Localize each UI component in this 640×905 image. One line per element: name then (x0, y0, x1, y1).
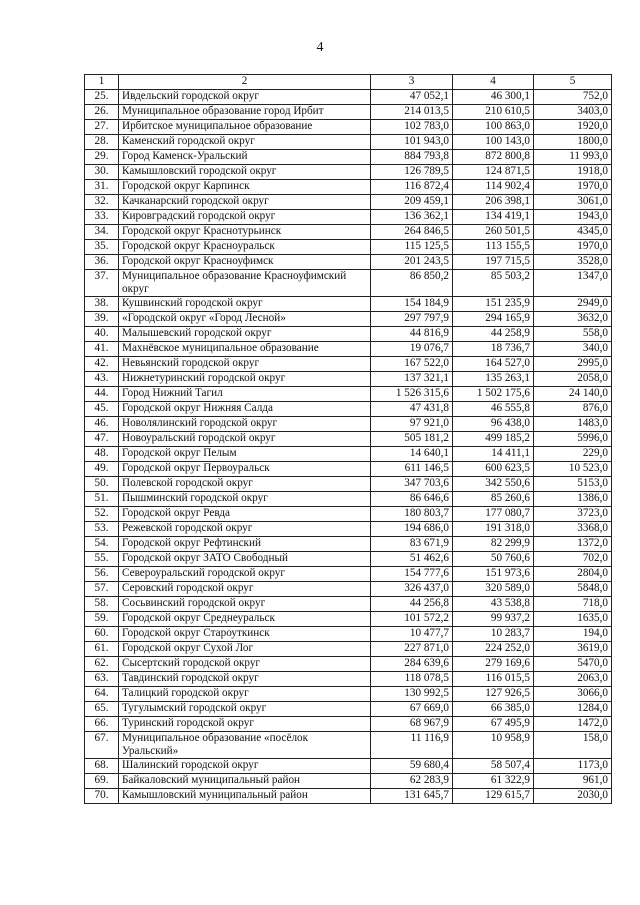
value-col-5: 1347,0 (534, 270, 612, 297)
municipality-name: Режевской городской округ (119, 522, 371, 537)
value-col-4: 1 502 175,6 (453, 387, 534, 402)
value-col-5: 2058,0 (534, 372, 612, 387)
row-number: 34. (85, 225, 119, 240)
value-col-3: 97 921,0 (371, 417, 453, 432)
value-col-3: 136 362,1 (371, 210, 453, 225)
value-col-5: 2995,0 (534, 357, 612, 372)
municipality-name: «Городской округ «Город Лесной» (119, 312, 371, 327)
municipality-name: Городской округ Среднеуральск (119, 612, 371, 627)
row-number: 46. (85, 417, 119, 432)
row-number: 35. (85, 240, 119, 255)
value-col-3: 180 803,7 (371, 507, 453, 522)
table-row (85, 135, 612, 150)
row-number: 42. (85, 357, 119, 372)
row-number: 32. (85, 195, 119, 210)
value-col-4: 43 538,8 (453, 597, 534, 612)
table-row (85, 717, 612, 732)
row-number: 48. (85, 447, 119, 462)
value-col-4: 135 263,1 (453, 372, 534, 387)
municipality-name: Полевской городской округ (119, 477, 371, 492)
value-col-5: 5996,0 (534, 432, 612, 447)
value-col-3: 284 639,6 (371, 657, 453, 672)
value-col-5: 718,0 (534, 597, 612, 612)
value-col-4: 66 385,0 (453, 702, 534, 717)
value-col-3: 47 431,8 (371, 402, 453, 417)
value-col-3: 47 052,1 (371, 90, 453, 105)
table-row (85, 687, 612, 702)
municipality-name: Город Каменск-Уральский (119, 150, 371, 165)
table-row (85, 255, 612, 270)
table-body (85, 90, 612, 804)
row-number: 59. (85, 612, 119, 627)
value-col-3: 194 686,0 (371, 522, 453, 537)
value-col-5: 1918,0 (534, 165, 612, 180)
table-row (85, 90, 612, 105)
value-col-5: 2804,0 (534, 567, 612, 582)
table-row (85, 312, 612, 327)
row-number: 29. (85, 150, 119, 165)
value-col-4: 10 958,9 (453, 732, 534, 759)
value-col-4: 58 507,4 (453, 759, 534, 774)
page-number: 4 (316, 40, 324, 55)
value-col-5: 1943,0 (534, 210, 612, 225)
value-col-5: 3619,0 (534, 642, 612, 657)
value-col-5: 229,0 (534, 447, 612, 462)
table-row (85, 462, 612, 477)
table-row (85, 567, 612, 582)
column-header: 1 (85, 75, 119, 90)
value-col-5: 961,0 (534, 774, 612, 789)
value-col-4: 100 143,0 (453, 135, 534, 150)
value-col-4: 46 300,1 (453, 90, 534, 105)
value-col-5: 24 140,0 (534, 387, 612, 402)
value-col-3: 154 184,9 (371, 297, 453, 312)
table-row (85, 759, 612, 774)
table-row (85, 150, 612, 165)
value-col-4: 82 299,9 (453, 537, 534, 552)
value-col-4: 127 926,5 (453, 687, 534, 702)
row-number: 31. (85, 180, 119, 195)
value-col-3: 884 793,8 (371, 150, 453, 165)
value-col-4: 177 080,7 (453, 507, 534, 522)
table-row (85, 297, 612, 312)
value-col-3: 116 872,4 (371, 180, 453, 195)
value-col-5: 1472,0 (534, 717, 612, 732)
value-col-3: 264 846,5 (371, 225, 453, 240)
value-col-3: 115 125,5 (371, 240, 453, 255)
municipality-name: Городской округ Красноуфимск (119, 255, 371, 270)
value-col-5: 558,0 (534, 327, 612, 342)
value-col-3: 14 640,1 (371, 447, 453, 462)
row-number: 38. (85, 297, 119, 312)
value-col-4: 10 283,7 (453, 627, 534, 642)
value-col-5: 1284,0 (534, 702, 612, 717)
value-col-4: 320 589,0 (453, 582, 534, 597)
value-col-4: 164 527,0 (453, 357, 534, 372)
value-col-3: 118 078,5 (371, 672, 453, 687)
value-col-4: 44 258,9 (453, 327, 534, 342)
row-number: 60. (85, 627, 119, 642)
row-number: 56. (85, 567, 119, 582)
value-col-3: 83 671,9 (371, 537, 453, 552)
municipality-name: Каменский городской округ (119, 135, 371, 150)
column-header: 4 (453, 75, 534, 90)
value-col-3: 11 116,9 (371, 732, 453, 759)
municipality-name: Городской округ Рефтинский (119, 537, 371, 552)
value-col-3: 101 943,0 (371, 135, 453, 150)
value-col-3: 126 789,5 (371, 165, 453, 180)
value-col-5: 5153,0 (534, 477, 612, 492)
table-row (85, 165, 612, 180)
municipality-name: Новоуральский городской округ (119, 432, 371, 447)
value-col-4: 113 155,5 (453, 240, 534, 255)
municipality-name: Камышловский городской округ (119, 165, 371, 180)
table-row (85, 537, 612, 552)
value-col-3: 68 967,9 (371, 717, 453, 732)
table-row (85, 180, 612, 195)
value-col-5: 158,0 (534, 732, 612, 759)
table-row (85, 372, 612, 387)
value-col-5: 1920,0 (534, 120, 612, 135)
value-col-4: 151 973,6 (453, 567, 534, 582)
value-col-5: 3061,0 (534, 195, 612, 210)
row-number: 57. (85, 582, 119, 597)
row-number: 44. (85, 387, 119, 402)
value-col-4: 99 937,2 (453, 612, 534, 627)
value-col-3: 167 522,0 (371, 357, 453, 372)
row-number: 64. (85, 687, 119, 702)
table-row (85, 432, 612, 447)
value-col-3: 59 680,4 (371, 759, 453, 774)
row-number: 69. (85, 774, 119, 789)
value-col-5: 876,0 (534, 402, 612, 417)
row-number: 66. (85, 717, 119, 732)
row-number: 67. (85, 732, 119, 759)
row-number: 55. (85, 552, 119, 567)
value-col-3: 101 572,2 (371, 612, 453, 627)
value-col-3: 86 646,6 (371, 492, 453, 507)
row-number: 51. (85, 492, 119, 507)
row-number: 30. (85, 165, 119, 180)
value-col-5: 5470,0 (534, 657, 612, 672)
table-row (85, 105, 612, 120)
row-number: 27. (85, 120, 119, 135)
municipality-name: Ивдельский городской округ (119, 90, 371, 105)
row-number: 36. (85, 255, 119, 270)
row-number: 47. (85, 432, 119, 447)
table-row (85, 774, 612, 789)
value-col-3: 86 850,2 (371, 270, 453, 297)
municipality-name: Ирбитское муниципальное образование (119, 120, 371, 135)
budget-table (84, 74, 612, 804)
table-row (85, 120, 612, 135)
value-col-3: 154 777,6 (371, 567, 453, 582)
value-col-4: 600 623,5 (453, 462, 534, 477)
table-row (85, 447, 612, 462)
municipality-name: Городской округ Нижняя Салда (119, 402, 371, 417)
value-col-4: 342 550,6 (453, 477, 534, 492)
table-row (85, 210, 612, 225)
value-col-5: 1173,0 (534, 759, 612, 774)
value-col-4: 85 260,6 (453, 492, 534, 507)
municipality-name: Серовский городской округ (119, 582, 371, 597)
value-col-4: 124 871,5 (453, 165, 534, 180)
row-number: 58. (85, 597, 119, 612)
value-col-5: 11 993,0 (534, 150, 612, 165)
table-row (85, 327, 612, 342)
value-col-5: 752,0 (534, 90, 612, 105)
value-col-4: 129 615,7 (453, 789, 534, 804)
row-number: 49. (85, 462, 119, 477)
municipality-name: Городской округ Пелым (119, 447, 371, 462)
value-col-3: 130 992,5 (371, 687, 453, 702)
table-row (85, 702, 612, 717)
value-col-4: 872 800,8 (453, 150, 534, 165)
municipality-name: Талицкий городской округ (119, 687, 371, 702)
table-row (85, 225, 612, 240)
municipality-name: Байкаловский муниципальный район (119, 774, 371, 789)
table-row (85, 732, 612, 759)
municipality-name: Махнёвское муниципальное образование (119, 342, 371, 357)
value-col-3: 505 181,2 (371, 432, 453, 447)
value-col-4: 134 419,1 (453, 210, 534, 225)
value-col-4: 197 715,5 (453, 255, 534, 270)
row-number: 53. (85, 522, 119, 537)
value-col-3: 209 459,1 (371, 195, 453, 210)
municipality-name: Муниципальное образование «посёлок Уральский» (119, 732, 371, 759)
value-col-5: 3403,0 (534, 105, 612, 120)
table-row (85, 402, 612, 417)
municipality-name: Городской округ Карпинск (119, 180, 371, 195)
municipality-name: Сосьвинский городской округ (119, 597, 371, 612)
value-col-3: 227 871,0 (371, 642, 453, 657)
municipality-name: Муниципальное образование город Ирбит (119, 105, 371, 120)
column-header: 5 (534, 75, 612, 90)
table-row (85, 642, 612, 657)
value-col-4: 210 610,5 (453, 105, 534, 120)
value-col-4: 294 165,9 (453, 312, 534, 327)
value-col-4: 260 501,5 (453, 225, 534, 240)
municipality-name: Нижнетуринский городской округ (119, 372, 371, 387)
row-number: 37. (85, 270, 119, 297)
value-col-3: 201 243,5 (371, 255, 453, 270)
value-col-5: 194,0 (534, 627, 612, 642)
municipality-name: Городской округ Краснотурьинск (119, 225, 371, 240)
table-row (85, 612, 612, 627)
value-col-4: 116 015,5 (453, 672, 534, 687)
value-col-5: 340,0 (534, 342, 612, 357)
row-number: 28. (85, 135, 119, 150)
table-header-row (85, 75, 612, 90)
value-col-4: 14 411,1 (453, 447, 534, 462)
table-row (85, 507, 612, 522)
row-number: 52. (85, 507, 119, 522)
municipality-name: Туринский городской округ (119, 717, 371, 732)
value-col-5: 702,0 (534, 552, 612, 567)
value-col-5: 1970,0 (534, 240, 612, 255)
value-col-5: 5848,0 (534, 582, 612, 597)
value-col-3: 51 462,6 (371, 552, 453, 567)
municipality-name: Кушвинский городской округ (119, 297, 371, 312)
table-row (85, 357, 612, 372)
table-row (85, 657, 612, 672)
table-row (85, 552, 612, 567)
municipality-name: Городской округ Красноуральск (119, 240, 371, 255)
municipality-name: Тавдинский городской округ (119, 672, 371, 687)
table-row (85, 582, 612, 597)
value-col-5: 3368,0 (534, 522, 612, 537)
municipality-name: Городской округ Староуткинск (119, 627, 371, 642)
row-number: 26. (85, 105, 119, 120)
value-col-4: 61 322,9 (453, 774, 534, 789)
value-col-4: 499 185,2 (453, 432, 534, 447)
municipality-name: Невьянский городской округ (119, 357, 371, 372)
column-header: 2 (119, 75, 371, 90)
municipality-name: Тугулымский городской округ (119, 702, 371, 717)
value-col-4: 18 736,7 (453, 342, 534, 357)
value-col-3: 102 783,0 (371, 120, 453, 135)
value-col-4: 206 398,1 (453, 195, 534, 210)
value-col-3: 10 477,7 (371, 627, 453, 642)
value-col-5: 3066,0 (534, 687, 612, 702)
value-col-3: 326 437,0 (371, 582, 453, 597)
row-number: 63. (85, 672, 119, 687)
municipality-name: Городской округ Первоуральск (119, 462, 371, 477)
value-col-3: 44 816,9 (371, 327, 453, 342)
municipality-name: Сысертский городской округ (119, 657, 371, 672)
table-row (85, 240, 612, 255)
row-number: 33. (85, 210, 119, 225)
value-col-4: 279 169,6 (453, 657, 534, 672)
value-col-5: 10 523,0 (534, 462, 612, 477)
value-col-5: 1970,0 (534, 180, 612, 195)
municipality-name: Новолялинский городской округ (119, 417, 371, 432)
table-row (85, 417, 612, 432)
value-col-3: 44 256,8 (371, 597, 453, 612)
value-col-5: 3528,0 (534, 255, 612, 270)
table-row (85, 492, 612, 507)
municipality-name: Муниципальное образование Красноуфимский округ (119, 270, 371, 297)
municipality-name: Кировградский городской округ (119, 210, 371, 225)
row-number: 70. (85, 789, 119, 804)
value-col-3: 19 076,7 (371, 342, 453, 357)
value-col-5: 1483,0 (534, 417, 612, 432)
value-col-3: 67 669,0 (371, 702, 453, 717)
value-col-5: 4345,0 (534, 225, 612, 240)
table-row (85, 597, 612, 612)
value-col-5: 2063,0 (534, 672, 612, 687)
value-col-5: 3632,0 (534, 312, 612, 327)
value-col-5: 2030,0 (534, 789, 612, 804)
value-col-3: 137 321,1 (371, 372, 453, 387)
municipality-name: Город Нижний Тагил (119, 387, 371, 402)
value-col-3: 214 013,5 (371, 105, 453, 120)
municipality-name: Североуральский городской округ (119, 567, 371, 582)
table-row (85, 477, 612, 492)
value-col-4: 46 555,8 (453, 402, 534, 417)
value-col-3: 347 703,6 (371, 477, 453, 492)
value-col-3: 62 283,9 (371, 774, 453, 789)
value-col-3: 1 526 315,6 (371, 387, 453, 402)
row-number: 39. (85, 312, 119, 327)
table-row (85, 195, 612, 210)
value-col-4: 191 318,0 (453, 522, 534, 537)
row-number: 40. (85, 327, 119, 342)
municipality-name: Пышминский городской округ (119, 492, 371, 507)
table-row (85, 387, 612, 402)
row-number: 43. (85, 372, 119, 387)
value-col-4: 96 438,0 (453, 417, 534, 432)
row-number: 54. (85, 537, 119, 552)
value-col-3: 611 146,5 (371, 462, 453, 477)
municipality-name: Городской округ Ревда (119, 507, 371, 522)
row-number: 45. (85, 402, 119, 417)
value-col-4: 67 495,9 (453, 717, 534, 732)
table-row (85, 522, 612, 537)
value-col-5: 1372,0 (534, 537, 612, 552)
municipality-name: Городской округ ЗАТО Свободный (119, 552, 371, 567)
table-row (85, 627, 612, 642)
column-header: 3 (371, 75, 453, 90)
row-number: 61. (85, 642, 119, 657)
municipality-name: Камышловский муниципальный район (119, 789, 371, 804)
value-col-4: 85 503,2 (453, 270, 534, 297)
value-col-4: 100 863,0 (453, 120, 534, 135)
value-col-4: 50 760,6 (453, 552, 534, 567)
value-col-4: 151 235,9 (453, 297, 534, 312)
row-number: 68. (85, 759, 119, 774)
value-col-5: 1386,0 (534, 492, 612, 507)
row-number: 25. (85, 90, 119, 105)
value-col-3: 131 645,7 (371, 789, 453, 804)
row-number: 41. (85, 342, 119, 357)
value-col-4: 114 902,4 (453, 180, 534, 195)
row-number: 50. (85, 477, 119, 492)
row-number: 65. (85, 702, 119, 717)
municipality-name: Малышевский городской округ (119, 327, 371, 342)
value-col-3: 297 797,9 (371, 312, 453, 327)
value-col-5: 1635,0 (534, 612, 612, 627)
value-col-5: 1800,0 (534, 135, 612, 150)
table-row (85, 789, 612, 804)
value-col-4: 224 252,0 (453, 642, 534, 657)
municipality-name: Шалинский городской округ (119, 759, 371, 774)
table-row (85, 270, 612, 297)
municipality-name: Городской округ Сухой Лог (119, 642, 371, 657)
municipality-name: Качканарский городской округ (119, 195, 371, 210)
value-col-5: 3723,0 (534, 507, 612, 522)
table-row (85, 342, 612, 357)
table-row (85, 672, 612, 687)
row-number: 62. (85, 657, 119, 672)
value-col-5: 2949,0 (534, 297, 612, 312)
